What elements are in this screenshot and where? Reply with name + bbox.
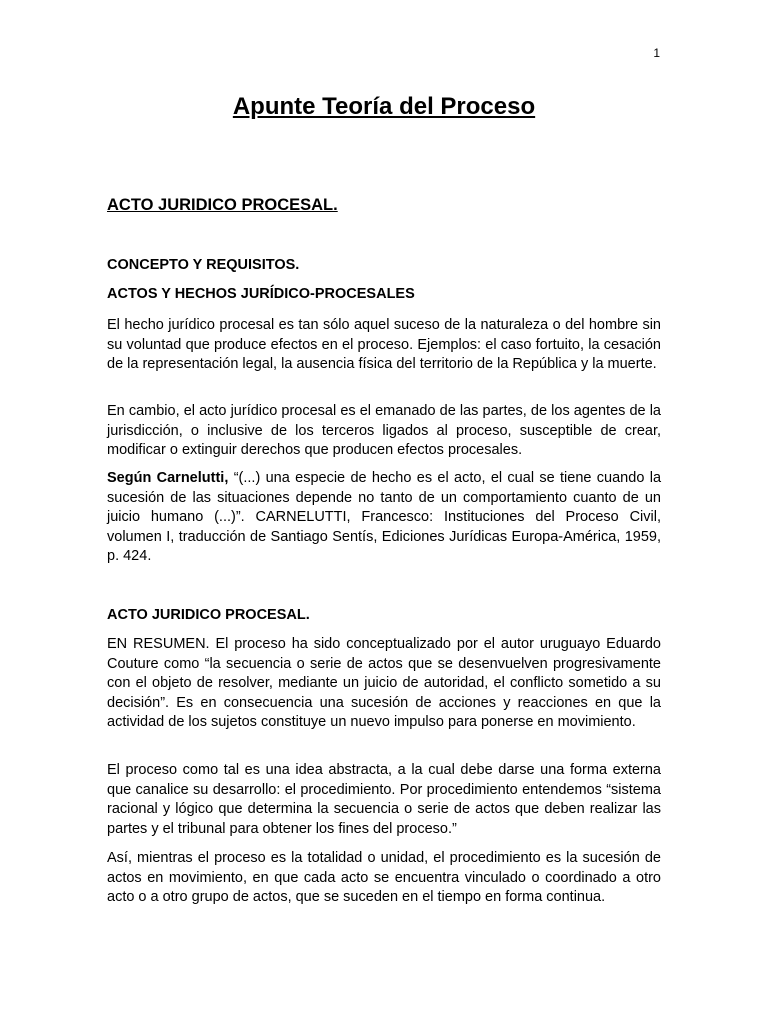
section-heading-acto-juridico-2: ACTO JURIDICO PROCESAL. [107, 607, 310, 623]
paragraph-hecho-juridico: El hecho jurídico procesal es tan sólo aquel suceso de la naturaleza o del hombre sin su voluntad que produce efectos en el proceso. Ejemplos: el caso fortuito, la cesación de la representación legal, la ausencia física del territorio de la República y la muerte. [107, 317, 661, 372]
page-number: 1 [653, 46, 660, 60]
paragraph-acto-juridico: En cambio, el acto jurídico procesal es el emanado de las partes, de los agentes de la jurisdicción, o inclusive de los terceros ligados al proceso, susceptible de crear, modificar o extinguir derechos que producen efectos procesales. [107, 403, 661, 458]
paragraph-procedimiento: El proceso como tal es una idea abstracta, a la cual debe darse una forma externa que canalice su desarrollo: el procedimiento. Por procedimiento entendemos “sistema racional y lógico que determina la secuencia o serie de actos que deben realizar las partes y el tribunal para obtener los fines del proceso.” [107, 762, 661, 837]
subheading-actos-hechos: ACTOS Y HECHOS JURÍDICO-PROCESALES [107, 286, 415, 302]
document-title: Apunte Teoría del Proceso [232, 93, 536, 120]
paragraph-carnelutti [107, 469, 661, 567]
carnelutti-lead: Según Carnelutti, [107, 470, 229, 486]
carnelutti-quote: “(...) una especie de hecho es el acto, el cual se tiene cuando la sucesión de las situaciones depende no tanto de un comportamiento cuanto de un juicio humano (...)”. CARNELUTTI, Francesco: Instituciones del Proceso Civil, volumen I, traducción de Santiago Sentís, Ediciones Jurídicas Europa-América, 1959, p. 424. [107, 470, 662, 564]
section-heading-acto-juridico: ACTO JURIDICO PROCESAL. [107, 196, 338, 214]
subheading-concepto: CONCEPTO Y REQUISITOS. [107, 257, 300, 273]
paragraph-en-resumen: EN RESUMEN. El proceso ha sido conceptualizado por el autor uruguayo Eduardo Couture como “la secuencia o serie de actos que se desenvuelven progresivamente con el objeto de resolver, mediante un juicio de autoridad, el conflicto sometido a su decisión”. Es en consecuencia una sucesión de acciones y reacciones en que la actividad de los sujetos constituye un nuevo impulso para ponerse en movimiento. [107, 636, 661, 730]
paragraph-totalidad: Así, mientras el proceso es la totalidad o unidad, el procedimiento es la sucesión de actos en movimiento, en que cada acto se encuentra vinculado o coordinado a otro acto o a otro grupo de actos, que se suceden en el tiempo en forma continua. [107, 850, 661, 905]
